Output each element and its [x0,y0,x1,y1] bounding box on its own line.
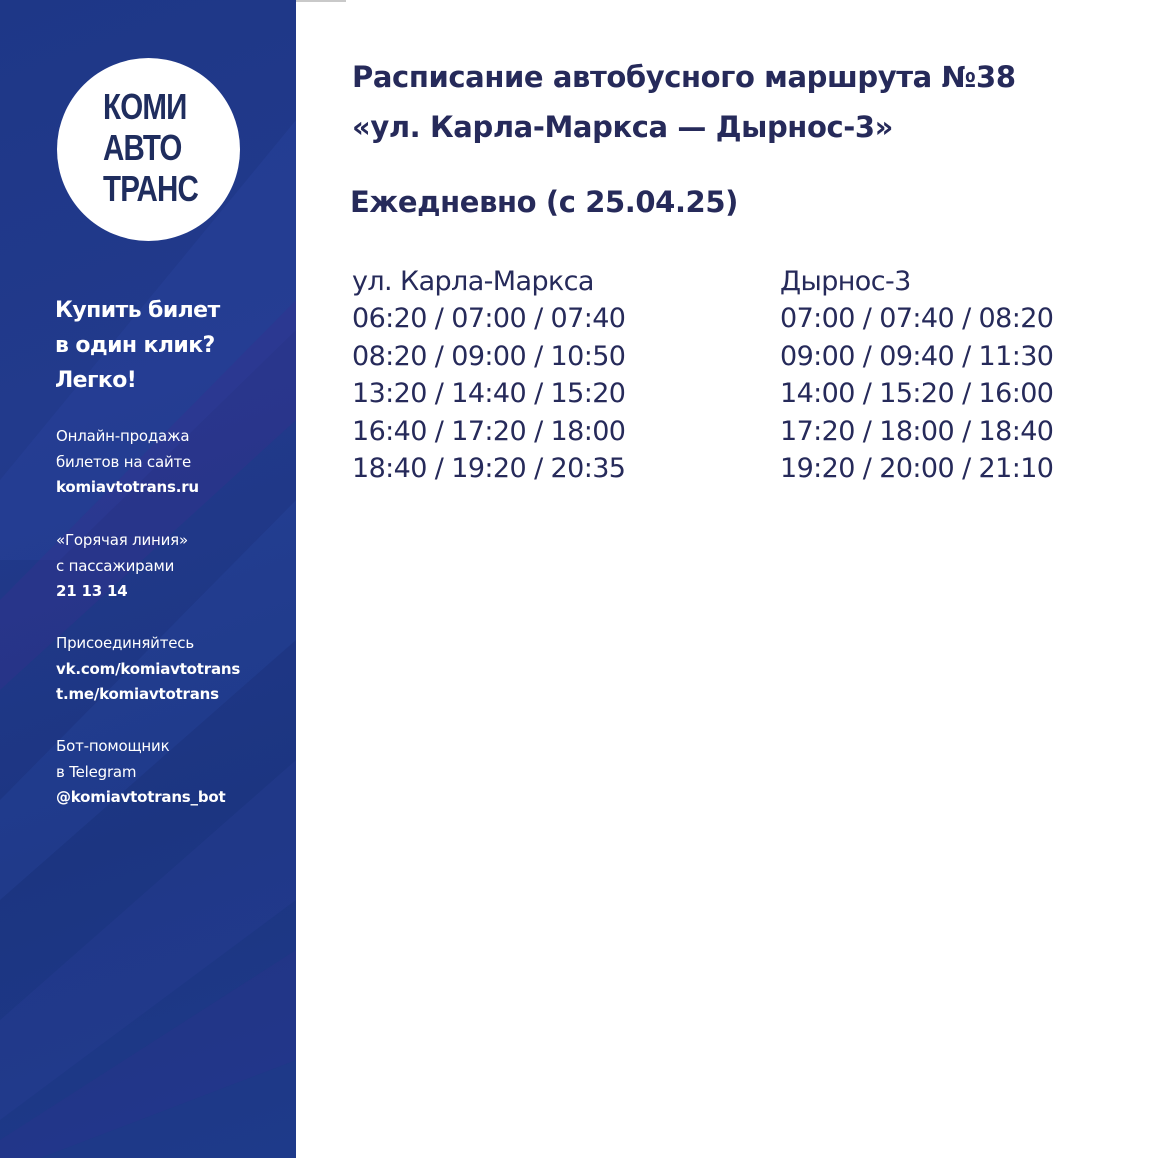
social-label: Присоединяйтесь [56,634,194,652]
online-sales-line-1: Онлайн-продажа [56,427,190,445]
online-sales-line-2: билетов на сайте [56,452,192,471]
promo-line-2: в один клик? [55,333,215,358]
logo-line-3: ТРАНС [103,168,198,209]
title-line-1: Расписание автобусного маршрута №38 [352,60,1016,94]
website-link[interactable]: komiavtotrans.ru [56,478,199,496]
top-divider [296,0,346,2]
hotline-line-1: «Горячая линия» [56,531,188,549]
sidebar [0,0,296,1158]
departures-column-dyrnos-3 [780,263,1140,488]
promo-line-3: Легко! [55,368,137,393]
vk-link[interactable]: vk.com/komiavtotrans [56,659,241,678]
promo-line-1: Купить билет [55,298,220,323]
page-title [352,52,1142,152]
hotline-line-2: с пассажирами [56,556,175,575]
social-info [56,631,292,708]
departures-column-karla-marksa [352,263,712,488]
bot-line-2: в Telegram [56,762,137,781]
time-row: 07:00 / 07:40 / 08:20 [780,303,1054,334]
promo-slogan [55,293,287,398]
company-logo [57,58,240,241]
logo-line-1: КОМИ [103,86,187,127]
logo-line-2: АВТО [103,127,182,168]
hotline-info [56,528,292,605]
telegram-link[interactable]: t.me/komiavtotrans [56,685,219,703]
time-row: 06:20 / 07:00 / 07:40 [352,303,626,334]
time-row: 16:40 / 17:20 / 18:00 [352,415,626,447]
stop-name: ул. Карла-Маркса [352,266,594,297]
telegram-bot-link[interactable]: @komiavtotrans_bot [56,788,226,806]
time-row: 14:00 / 15:20 / 16:00 [780,378,1054,409]
time-row: 08:20 / 09:00 / 10:50 [352,340,626,372]
time-row: 19:20 / 20:00 / 21:10 [780,453,1054,484]
title-line-2: «ул. Карла-Маркса — Дырнос-3» [352,110,894,144]
bot-line-1: Бот-помощник [56,737,170,755]
bot-info [56,734,292,811]
schedule-validity: Ежедневно (с 25.04.25) [350,185,738,219]
time-row: 13:20 / 14:40 / 15:20 [352,378,626,409]
time-row: 17:20 / 18:00 / 18:40 [780,415,1054,447]
stop-name: Дырнос-3 [780,266,911,297]
hotline-phone[interactable]: 21 13 14 [56,582,128,600]
time-row: 18:40 / 19:20 / 20:35 [352,453,626,484]
online-sales-info [56,424,292,501]
time-row: 09:00 / 09:40 / 11:30 [780,340,1054,372]
